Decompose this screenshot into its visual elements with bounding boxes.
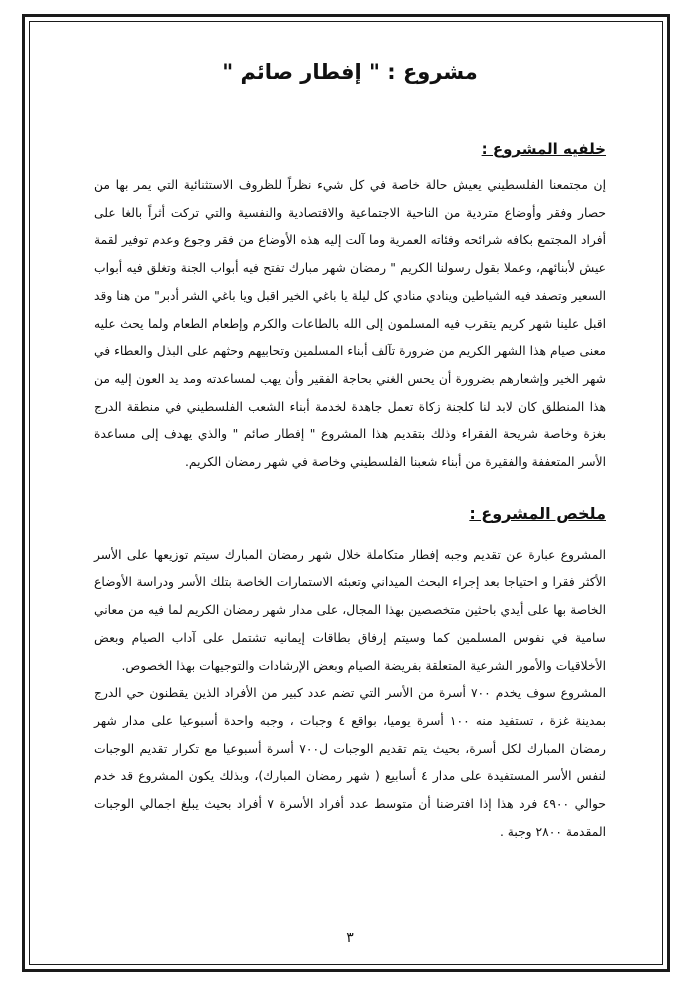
section-heading-background: خلفيه المشروع : xyxy=(481,140,606,158)
page-number: ٣ xyxy=(346,930,354,946)
background-paragraph: إن مجتمعنا الفلسطيني يعيش حالة خاصة في كل شيء نظراً للظروف الاستثنائية التي يمر بها من حصار وفقر وأوضاع متردية من الناحية الاجتماعية والاقتصادية والنفسية والتي تركت أثراً بالغا على أفراد المجتمع بكافه شرائحه وفئاته العمرية وما آلت إليه هذه الأوضاع من فقر وجوع وعدم توفير لقمة عيش لأبنائهم، وعملا بقول رسولنا الكريم " رمضان شهر مبارك تفتح فيه أبواب الجنة وتغلق فيه أبواب السعير وتصفد فيه الشياطين وينادي منادي كل ليلة يا باغي الخير اقبل ويا باغي الشر أدبر" من هنا وقد اقبل علينا شهر كريم يتقرب فيه المسلمون إلى الله بالطاعات والكرم وإطعام الطعام ولما يحث عليه معنى صيام هذا الشهر الكريم من ضرورة تآلف أبناء المسلمين وتحابيهم وحثهم على البذل والعطاء في شهر الخير وإشعارهم بضرورة أن يحس الغني بحاجة الفقير وأن يهب لمساعدته ومد يد العون إليه من هذا المنطلق كان لابد لنا كلجنة زكاة تعمل جاهدة لخدمة أبناء الشعب الفلسطيني في منطقة الدرج بغزة وخاصة شريحة الفقراء وذلك بتقديم هذا المشروع " إفطار صائم " والذي يهدف إلى مساعدة الأسر المتعففة والفقيرة من أبناء شعبنا الفلسطيني وخاصة في شهر رمضان الكريم. xyxy=(94,178,606,470)
document-title: مشروع : " إفطار صائم " xyxy=(222,60,478,84)
document-body xyxy=(94,60,606,846)
section-heading-summary: ملخص المشروع : xyxy=(469,503,606,523)
summary-paragraph-2: المشروع سوف يخدم ٧٠٠ أسرة من الأسر التي تضم عدد كبير من الأفراد الذين يقطنون حي الدرج بمدينة غزة ، تستفيد منه ١٠٠ أسرة يوميا، بواقع ٤ وجبات ، وجبه واحدة أسبوعيا على مدار شهر رمضان المبارك لكل أسرة، بحيث يتم تقديم الوجبات ل٧٠٠ أسرة أسبوعيا مع تكرار تقديم الوجبات لنفس الأسر المستفيدة على مدار ٤ أسابيع ( شهر رمضان المبارك)، وبذلك يكون المشروع قد خدم حوالي ٤٩٠٠ فرد هذا إذا افترضنا أن متوسط عدد أفراد الأسرة ٧ أفراد بحيث يبلغ اجمالي الوجبات المقدمة ٢٨٠٠ وجبة . xyxy=(94,686,607,839)
summary-paragraph-1: المشروع عبارة عن تقديم وجبه إفطار متكاملة خلال شهر رمضان المبارك سيتم توزيعها على الأسر الأكثر فقرا و احتياجا بعد إجراء البحث الميداني وتعبئه الاستمارات الخاصة بتلك الأسر ودراسة الأوضاع الخاصة بها على أيدي باحثين متخصصين بهذا المجال، على مدار شهر رمضان الكريم لما فيه من معاني سامية في نفوس المسلمين كما وسيتم إرفاق بطاقات إيمانيه تشتمل على آداب الصيام وبعض الأخلاقيات والأمور الشرعية المتعلقة بفريضة الصيام وبعض الإرشادات والتوجيهات بهذا الخصوص. xyxy=(94,547,606,673)
